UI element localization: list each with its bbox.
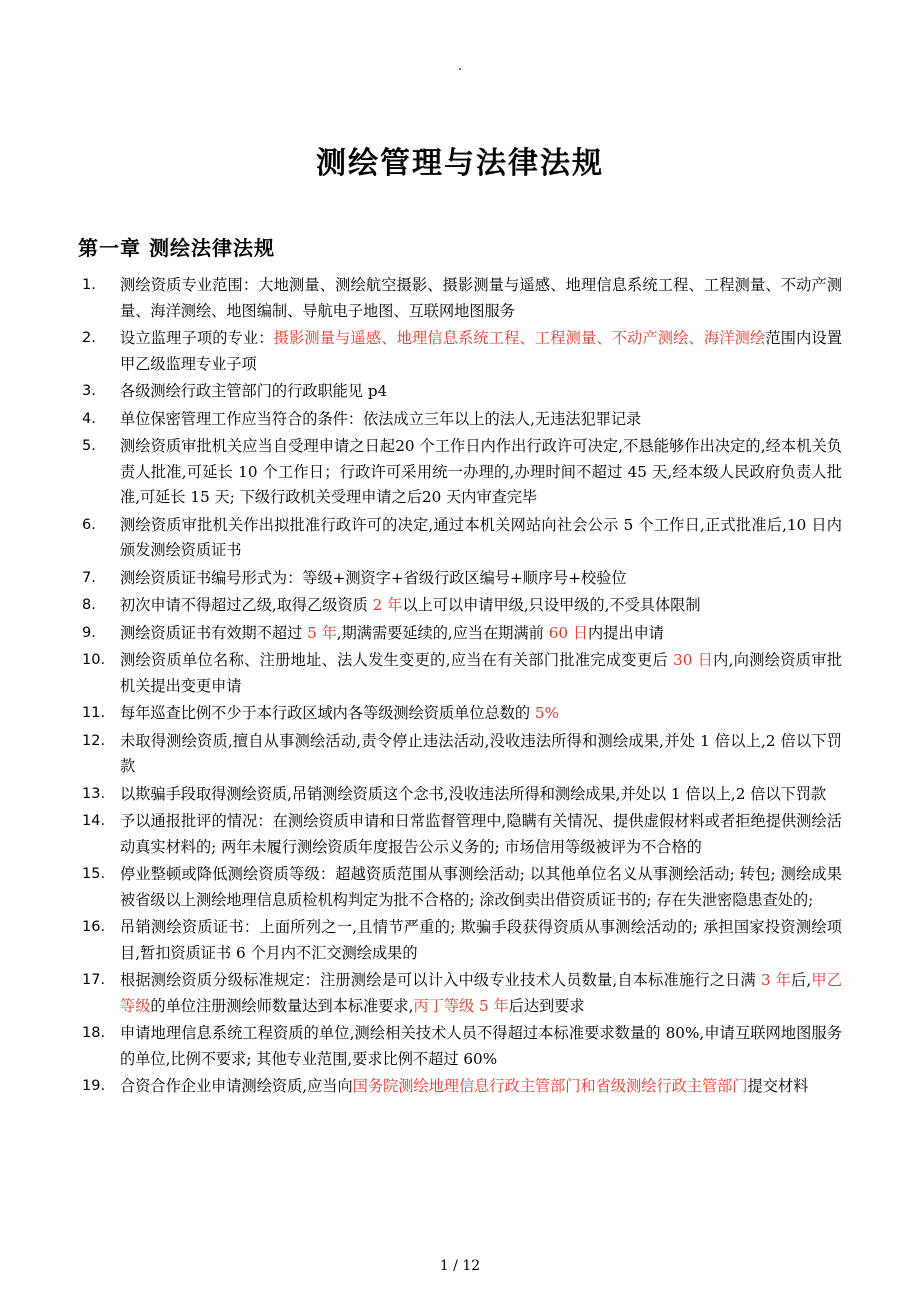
body-text: 予以通报批评的情况：在测绘资质申请和日常监督管理中,隐瞒有关情况、提供虚假材料或者拒绝提供测绘活动真实材料的; 两年未履行测绘资质年度报告公示义务的; 市场信用等级被评为不合格的 bbox=[120, 812, 842, 856]
list-item bbox=[78, 701, 842, 727]
body-text: 范围内设置甲乙级监理专业子项 bbox=[120, 329, 843, 373]
list-item bbox=[78, 1021, 842, 1072]
list-item bbox=[78, 782, 842, 808]
body-text: 停业整顿或降低测绘资质等级：超越资质范围从事测绘活动; 以其他单位名义从事测绘活动; 转包; 测绘成果被省级以上测绘地理信息质检机构判定为批不合格的; 涂改倒卖出借资质证书的; 存在失泄密隐患查处的; bbox=[120, 865, 842, 909]
body-text: 内提出申请 bbox=[588, 623, 664, 642]
body-text: 合资合作企业申请测绘资质,应当向 bbox=[120, 1077, 353, 1095]
list-item bbox=[78, 648, 842, 699]
list-item bbox=[78, 809, 842, 860]
list-item bbox=[78, 379, 842, 405]
numbered-item-list bbox=[78, 273, 842, 1100]
body-text: 后达到要求 bbox=[508, 996, 585, 1015]
highlighted-text: 30 日 bbox=[673, 651, 714, 669]
body-text: 测绘资质单位名称、注册地址、法人发生变更的,应当在有关部门批准完成变更后 bbox=[120, 651, 674, 669]
body-text: 每年巡查比例不少于本行政区域内各等级测绘资质单位总数的 bbox=[120, 704, 535, 722]
body-text: 后, bbox=[791, 971, 812, 989]
highlighted-text: 甲乙等级 bbox=[120, 971, 843, 1015]
body-text: 提交材料 bbox=[747, 1077, 809, 1095]
body-text: 各级测绘行政主管部门的行政职能见 p4 bbox=[120, 382, 388, 400]
page-number-footer: 1 / 12 bbox=[439, 1258, 481, 1274]
highlighted-text: 丙丁等级 5 年 bbox=[413, 996, 509, 1015]
highlighted-text: 5 年 bbox=[307, 623, 337, 642]
body-text: 内,向测绘资质审批机关提出变更申请 bbox=[120, 651, 843, 695]
top-mark: . bbox=[457, 59, 463, 74]
body-text: 以欺骗手段取得测绘资质,吊销测绘资质这个念书,没收违法所得和测绘成果,并处以 1 倍以上,2 倍以下罚款 bbox=[120, 784, 827, 803]
list-item bbox=[78, 621, 842, 647]
list-item bbox=[78, 729, 842, 780]
body-text: 测绘资质专业范围：大地测量、测绘航空摄影、摄影测量与遥感、地理信息系统工程、工程测量、不动产测量、海洋测绘、地图编制、导航电子地图、互联网地图服务 bbox=[120, 276, 842, 320]
body-text: 测绘资质审批机关应当自受理申请之日起20 个工作日内作出行政许可决定,不恳能够作出决定的,经本机关负责人批准,可延长 10 个工作日；行政许可采用统一办理的,办理时间不超过 45 天,经本级人民政府负责人批准,可延长 15 天; 下级行政机关受理申请之后20 天内审查完毕 bbox=[120, 437, 842, 506]
body-text: 未取得测绘资质,擅自从事测绘活动,责令停止违法活动,没收违法所得和测绘成果,并处 1 倍以上,2 倍以下罚款 bbox=[120, 731, 842, 775]
list-item bbox=[78, 915, 842, 966]
highlighted-text: 3 年 bbox=[760, 971, 792, 989]
list-item bbox=[78, 434, 842, 511]
body-text: 的单位注册测绘师数量达到本标准要求, bbox=[150, 996, 414, 1015]
body-text: ,期满需要延续的,应当在期满前 bbox=[336, 623, 549, 642]
body-text: 以上可以申请甲级,只设甲级的,不受具体限制 bbox=[402, 596, 701, 614]
list-item bbox=[78, 326, 842, 377]
list-item bbox=[78, 407, 842, 433]
body-text: 测绘资质证书编号形式为：等级+测资字+省级行政区编号+顺序号+校验位 bbox=[120, 568, 627, 587]
body-text: 吊销测绘资质证书：上面所列之一,且情节严重的; 欺骗手段获得资质从事测绘活动的; 承担国家投资测绘项目,暂扣资质证书 6 个月内不汇交测绘成果的 bbox=[120, 918, 842, 962]
body-text: 测绘资质证书有效期不超过 bbox=[120, 623, 308, 642]
list-item bbox=[78, 1074, 842, 1100]
highlighted-text: 5% bbox=[534, 704, 559, 722]
highlighted-text: 摄影测量与遥感、地理信息系统工程、工程测量、不动产测绘、海洋测绘 bbox=[273, 329, 766, 347]
list-item bbox=[78, 862, 842, 913]
body-text: 设立监理子项的专业： bbox=[120, 329, 274, 347]
page-title: 测绘管理与法律法规 bbox=[316, 146, 604, 181]
body-text: 单位保密管理工作应当符合的条件：依法成立三年以上的法人,无违法犯罪记录 bbox=[120, 409, 642, 428]
body-text: 申请地理信息系统工程资质的单位,测绘相关技术人员不得超过本标准要求数量的 80%,申请互联网地图服务的单位,比例不要求; 其他专业范围,要求比例不超过 60% bbox=[120, 1024, 842, 1068]
highlighted-text: 60 日 bbox=[548, 623, 589, 642]
list-item bbox=[78, 273, 842, 324]
body-text: 初次申请不得超过乙级,取得乙级资质 bbox=[120, 596, 373, 614]
chapter-heading: 第一章 测绘法律法规 bbox=[78, 236, 275, 260]
highlighted-text: 国务院测绘地理信息行政主管部门和省级测绘行政主管部门 bbox=[352, 1077, 748, 1095]
body-text: 测绘资质审批机关作出拟批准行政许可的决定,通过本机关网站向社会公示 5 个工作日,正式批准后,10 日内颁发测绘资质证书 bbox=[120, 515, 842, 559]
body-text: 根据测绘资质分级标准规定：注册测绘是可以计入中级专业技术人员数量,自本标准施行之日满 bbox=[120, 971, 761, 989]
list-item bbox=[78, 513, 842, 564]
list-item bbox=[78, 968, 842, 1019]
list-item bbox=[78, 566, 842, 592]
highlighted-text: 2 年 bbox=[372, 596, 403, 614]
list-item bbox=[78, 593, 842, 619]
